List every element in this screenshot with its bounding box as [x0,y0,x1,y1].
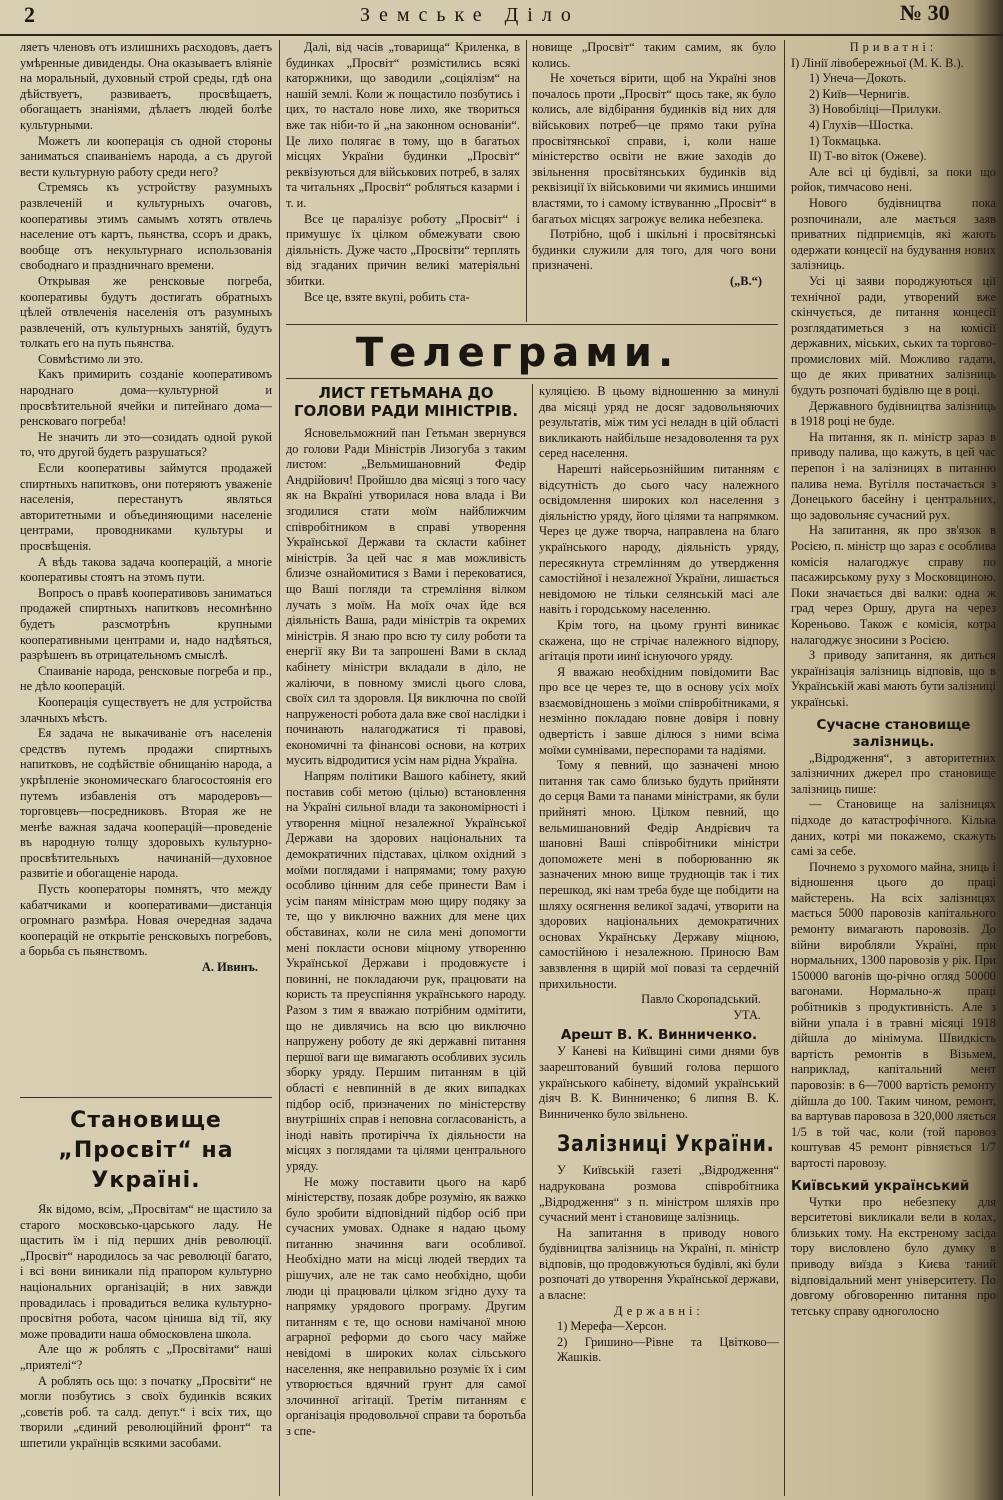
paragraph: А роблять ось що: з початку „Просвіти“ не могли позбутись з своїх будинків всяких „совєтів роб. та салд. депут.“ і всіх тих, що творили „єдиний революційний фронт“ та шпетили українців всякими засобами. [20,1373,272,1450]
paragraph: Далі, від часів „товарища“ Криленка, в будинках „Просвіт“ розмістились всякі каторжники, що заводили „соціялізм“ на нашій землі. Коли ж пощастило позбутись і цих, то настало нове лихо, яке твориться вже так ніби-то й „на законном основаніи“. Це лихо полягає в тому, що в багатьох місцях України будинки „Просвіт“ реквізуються для військових потреб, в залях та читальнях „Просвіт“ робляться казарми і т. и. [286,40,520,210]
divider [286,324,778,325]
paragraph: Ясновельможний пан Гетьман звернувся до голови Ради Міністрів Лизогуба з таким листом: „Вельмишановний Федір Андрійович! Пройшло два місяці з того часу як на Вкраїні утворилася нова влада і Ви згодилися стати моїм найближчим співробітником в справі утворення Української Держави та скласти кабінет міністрів. За цей час я мав можливість близче ознайомитися з Вами і перековатися, що Ваші погляди та стремління вілком лучать з моїм. На моїх очах йде вся діяльність Ваша, ради міністрів та окремих міністрів. Я знаю про всю ту силу роботи та енергії яку Ви та запрошені Вами в склад кабінету міністри вкладали в діло, не жаліючи, в повному змислі цього слова, своїх сил та здоровля. Ця виключна по своїй напруженості робота дала вже свої наслідки і починають налагоджатися ті правові, економичні та фінансові основи, на котрих мусить відродитися усім нам рідна Україна. [286,426,526,768]
column-rule [532,384,533,1496]
paragraph: Пусть кооператоры помнятъ, что между кабатчиками и кооперативами—дистанція огромнаго размѣра. Новая очередная задача кооперацій не открытіе ренсковыхъ погребовъ, а борьба съ пьянствомъ. [20,882,272,959]
article-title: Залізниці України. [557,1132,775,1158]
paragraph: Не значить ли это—созидать одной рукой то, что другой будетъ разрушаться? [20,429,272,460]
paragraph: А вѣдь такова задача кооперацій, а многіе кооперативы стоятъ на этомъ пути. [20,554,272,585]
paragraph: Нарешті найсерьознійшим питанням є відсутність до сього часу належного освідомлення широких кол населення з діяльністю уряду, його цілями та напрямком. Через це дуже творча, направлена на благо українського народу, діяльність уряду, пересякнута стремлінням до утвердження самостійної і незалежної України, лишається невідомою не тільки селянській масі але навіть і городському населенню. [539,461,779,617]
paragraph: Чутки про небезпеку для верситетові викликали вели в колах, близьких тому. На екстреному засіда тору висловлено було думку в приводу виїзда з Києва таний відповідальний мент університету. По довгому обговоренню питання про тетську справу одноголосно [791,1194,996,1318]
paragraph: Напрям політики Вашого кабінету, який поставив собі метою (цілью) встановлення на Україні сильної влади та закономірності і утворення міцної незалежної Української Держави на здорових національних та демократичних підставах, цілком охідний з моїми поглядами і напрямами; тому рахую особливо цінним для себе принести Вам і усім паням міністрам мою щиру подяку за те, що у виключно важних для мене цих обставинах, коли не сила мені допомогти мені покласти основи міцному утворенню Української Держави і продовжуєте і повинні, не покладаючи рук, працювати на користь та преуспіяння українського народу. Разом з тим я вважаю потрібним одмітити, що не дивлячись на всю цю виключно напружену роботу де які державні питання першої ваги ще вимагають особливих зусиль зборку уряду. Першим питанням в цій області є невпинній в де яких випадках підбор осіб, призначених по міністерству внутрішніх справ і неповна согласованість, а іноді навіть протирічча їх діяльности на місцях з поглядами та цілями центрального уряду. [286,769,526,1173]
paragraph: Кооперація существуетъ не для устройства злачныхъ мѣстъ. [20,694,272,725]
newspaper-title: Земське Діло [360,4,580,26]
list-item: 4) Глухів—Шостка. [809,117,914,132]
issue-number: № 30 [900,0,950,25]
page-header [0,0,1003,36]
signature: („В.“) [729,273,762,288]
paragraph: Тому я певний, що зазначені мною питання так само близько будуть прийняти до серця Вами та панами міністрами, як були прийняті мною. Цілком певний, що вельмишановний Федір Андрієвич та шановні Ваші співробітники міністри допоможете мені в поборюванню як зазначених мною вище труднощів так і тих перешкод, які нам треба буде ще побідити на шляху осягнення великої задачі, утворити на здорових національних демократичних основах Українську Державу міцною, самостійною і незалежною. Приносю Вам завзвлення в щирій мої повазі та сердечній прихильности. [539,758,779,991]
paragraph: Все це, взяте вкупі, робить ста- [304,289,470,304]
list-item: 1) Мерефа—Херсон. [557,1319,667,1334]
paragraph: Вопросъ о правѣ кооперативовъ заниматься продажей спиртныхъ напитковъ несомнѣнно будетъ разсмотрѣнъ крупными кооперативными центрами и, надо надѣяться, разрѣшенъ въ отрицательномъ смыслѣ. [20,585,272,663]
list-item: 2) Київ—Чернигів. [809,86,910,101]
paragraph: „Відродження“, з авторитетних залізничних джерел про становище залізниць пише: [791,750,996,796]
hetman-letter [286,384,526,1496]
paragraph: Усі ці заяви породжуються ції технічної ради, утворений вже скінчується, де питання концесії розглядатиметься з на комісії державних, міських, ських та торгово-промислових мій. Можливо гадати, що де яких приватних залізниць будуть розпочаті будівлю ще в році. [791,273,996,398]
paragraph: Если кооперативы займутся продажей спиртныхъ напитковъ, они потеряютъ уваженіе населенія, перестанутъ являться авторитетными и объединяющими населеніе центрами, проводниками культуры и просвѣщенія. [20,461,272,553]
column-1-article [20,40,272,1120]
list-item: 2) Гришино—Рівне та Цвітково—Жашків. [557,1334,779,1365]
paragraph: У Київській газеті „Відродження“ надрукована розмова співробітника „Відродження“ з п. міністром шляхів про сучасний мент і становище залізниць. [539,1163,779,1225]
list-item: 3) Новобіліці—Прилуки. [809,102,942,117]
column-rule [279,40,280,1496]
article-title: Київський український [791,1177,970,1194]
column-5 [791,40,996,1496]
prosvit-article [20,1106,272,1496]
article-title: Сучасне становище залізниць. [816,716,971,750]
paragraph: Не можу поставити цього на карб міністерству, позаяк добре розумію, як важко було зробити відповідний підбор осіб при сучасних умовах. Однаке я надаю цьому питанню значиння ваги особливої. Необхідно мати на місці людей твердих та рішучих, але не так само необхідно, щоби люди ці працювали цілком згідно духу та напрямку урядового програму. Другим питанням є те, що основи намічаної мною аграрної реформи до сього часу майже невідомі в широких колах сільського населення, яке неправильно розуміє їх і сим утворюється вдячний грунт для самої злочинної агітації. Третім питанням є організація продовольчої справи та боротьба з спе- [286,1174,526,1438]
column-3-article [532,40,776,322]
paragraph: Не хочеться вірити, щоб на Україні знов почалось проти „Просвіт“ щось таке, як було колись, але відбірання будинків від них для військових потреб—це прямо таки руїна просвітянської справи, і, коли наше міністерство освіти не вжие заходів до звільнення просвітянських будинків від реквізиції їх військовими чи якимись иншими властями, то і самому іствуванню „Просвіт“ в багатьох місцях загрожує велика небезпека. [532,71,776,226]
paragraph: Можетъ ли кооперація съ одной стороны заниматься спаиваніемъ народа, а съ другой вести культурную работу среди него? [20,133,272,179]
list-label: Державні: [614,1303,704,1318]
list-label: Приватні: [849,40,938,54]
section-title: Телеграми. [355,330,680,376]
paragraph: З приводу запитання, як диться українізація залізниць відповів, що в Українській жаві мають бути залізниці українські. [791,648,996,709]
paragraph: Открывая же ренсковые погреба, кооперативы будутъ достигать обратныхъ цѣлей отвлеченія населенія отъ разумныхъ развлеченій, отъ культурныхъ занятій, будутъ толкать его на путь пьянства. [20,273,272,351]
private-railways-list [791,71,996,165]
paragraph: Ея задача не выкачиваніе отъ населенія средствъ путемъ продажи спиртныхъ напитковъ, не содѣйствіе обнищанію народа, а укрѣпленіе экономическаго благосостоянія его путемъ избавленія отъ мародеровъ—торговцевъ—посредниковъ. Вторая же не менѣе важная задача кооперацій—проведеніе въ народную толщу здоровыхъ культурно-просвѣтительныхъ начинаній—духовное развитіе и обогащеніе народа. [20,726,272,881]
paragraph: Державного будівництва залізниць в 1918 році не буде. [791,398,996,429]
signature: Павло Скоропадський. [641,992,761,1007]
list-item: 1) Унеча—Докоть. [809,71,907,86]
paragraph: Як відомо, всім, „Просвітам“ не щастило за старого московсько-царського ладу. Не щастить їм і під перших днів революції. „Просвіт“ народилось за час революції багато, і всі вони виникали під прапором культурно національних організацій; в них завжди провадилась і провадиться велика культурно-просвітня робота, часом ціниша від тії, яку може провадити наша обмосковлена школа. [20,1202,272,1341]
list-item: 1) Токмацька. [809,133,882,148]
paragraph: На запитання, як про зв'язок в Росією, п. міністр що зараз є особлива комісія налагоджує справу по пасажирському руху з Московщиною. Поки значається дві валки: одна ж град через Оршу, друга на через Кореньово. Також є комісія, котра налагоджує зносини з Росією. [791,523,996,647]
paragraph: I) Лінії лівобережньої (М. К. В.). [791,55,964,70]
article-title: Арешт В. К. Винниченко. [560,1027,758,1044]
paragraph: Але що ж роблять с „Просвітами“ наші „приятелі“? [20,1342,272,1372]
paragraph: куляцією. В цьому відношенню за минулі два місяці уряд не досяг задовольняючих результатів, між тим усі неладн в цій області викликають найбільше незадоволення та рух серед населення. [539,384,779,461]
news-agency: УТА. [733,1007,761,1022]
column-rule [784,40,785,1496]
column-4 [539,384,779,1496]
paragraph: Крім того, на цьому грунті виникає скажена, що не стрічає належного відпору, агітація проти иинї існуючого уряду. [539,617,779,664]
paragraph: Я вважаю необхідним повідомити Вас про все це через те, що в основу усіх моїх взаємовідношень з моїми співробітниками, я незмінно покладаю повне довіря і повну одвертість і завше ділюся з ними всіма моїми сумнівами, переспорами та надіями. [539,664,779,757]
column-2-article [286,40,520,322]
paragraph: — Становище на залізницях підходе до катастрофічного. Кілька даних, котрі ми покажемо, скажуть самі за себе. [791,797,996,859]
column-rule [526,40,527,322]
paragraph: На питання, як п. міністр зараз в приводу палива, що кажуть, в цей час перепон і на залізницях в питанню палива нема. Вугілля постачається з Донецького басейну і центральних, що задовольняє сучасний рух. [791,429,996,522]
paragraph: Нового будівництва пока розпочинали, але мається заяв приватних підприємців, які жають одержати концесії на будування нових залізниць. [791,195,996,273]
paragraph: Совмѣстимо ли это. [38,351,144,366]
page-number: 2 [24,2,35,27]
article-title: ЛИСТ ГЕТЬМАНА ДО ГОЛОВИ РАДИ МІНІСТРІВ. [293,384,519,420]
paragraph: Почнемо з рухомого майна, зниць і відношення цього до праці майстерень. На всіх залізницях мається 5000 паровозів капітального ремонту вимагають паровозів. До війни виробляли Україні, при нормальних, 1300 паровозів у рік. При 150000 вагонів що-річно огляд 50000 вагонами. Нормально-ж праці робітників з продуктивність. Але з війни упала і в травні місяці 1918 дійшла до мінімума. Швидкість вартість ремонтів в Візьмем, наприклад, капітальний мент паровозів: в 6—7000 вартість ремонту дійшла до 100. Таким чином, ремонт, ва вартував паровоза в 320,000 ляється 1/5 в той час, коли (той паровоз коштував 45 ремонт рівняється 1/7 вартості паровозу. [791,859,996,1170]
paragraph: Але всі ці будівлі, за поки що ройок, тимчасово нені. [791,164,996,195]
divider [286,378,778,379]
article-title: Становище „Просвіт“ на Україні. [58,1108,234,1193]
paragraph: Все це паралізує роботу „Просвіт“ і примушує їх цілком обмежувати свою діяльність. Дуже часто „Просвіти“ терплять від згаданих причин великі матеріяльні збитки. [286,211,520,288]
paragraph: Спаиваніе народа, ренсковые погреба и пр., не дѣло кооперацій. [20,663,272,694]
paragraph: Стремясь къ устройству разумныхъ развлеченій и культурныхъ очаговъ, кооперативы этимъ самымъ хотятъ отвлечь население отъ картъ, пьянства, ссоръ и дракъ, вообще отъ некультурнаго использованія свободнаго и праздничнаго времени. [20,180,272,273]
paragraph: ляетъ членовъ отъ излишнихъ расходовъ, даетъ умѣренные дивиденды. Она оказываетъ вліяніе на моральный, духовный строй среды, гдѣ она дѣйствуетъ, развиваетъ, просвѣщаетъ, обогащаетъ знаніями, дѣлаетъ людей болѣе культурными. [20,40,272,132]
paragraph: У Каневі на Київщині сими днями був заарештований бувший голова першого українського кабінету, відомий український діяч В. К. Винниченко; 6 липня В. К. Винниченко було звільнено. [539,1044,779,1121]
state-railways-list [539,1319,779,1366]
paragraph: новище „Просвіт“ таким самим, як було колись. [532,40,776,70]
divider [20,1097,272,1098]
signature: А. Ивинъ. [201,960,258,975]
list-item: II) Т-во віток (Ожеве). [809,149,927,164]
paragraph: Потрібно, щоб і шкільні і просвітянські будинки служили для того, для чого вони призначені. [532,227,776,273]
paragraph: Какъ примирить созданіе кооперативомъ народнаго дома—культурной и просвѣтительной ячейки и питейнаго дома—ренсковаго погреба! [20,367,272,429]
paragraph: На запитання в приводу нового будівництва залізниць на Україні, п. міністр відповів, що продовжуються будівлі, які були розпочаті до утворення Української держави, а власне: [539,1225,779,1303]
